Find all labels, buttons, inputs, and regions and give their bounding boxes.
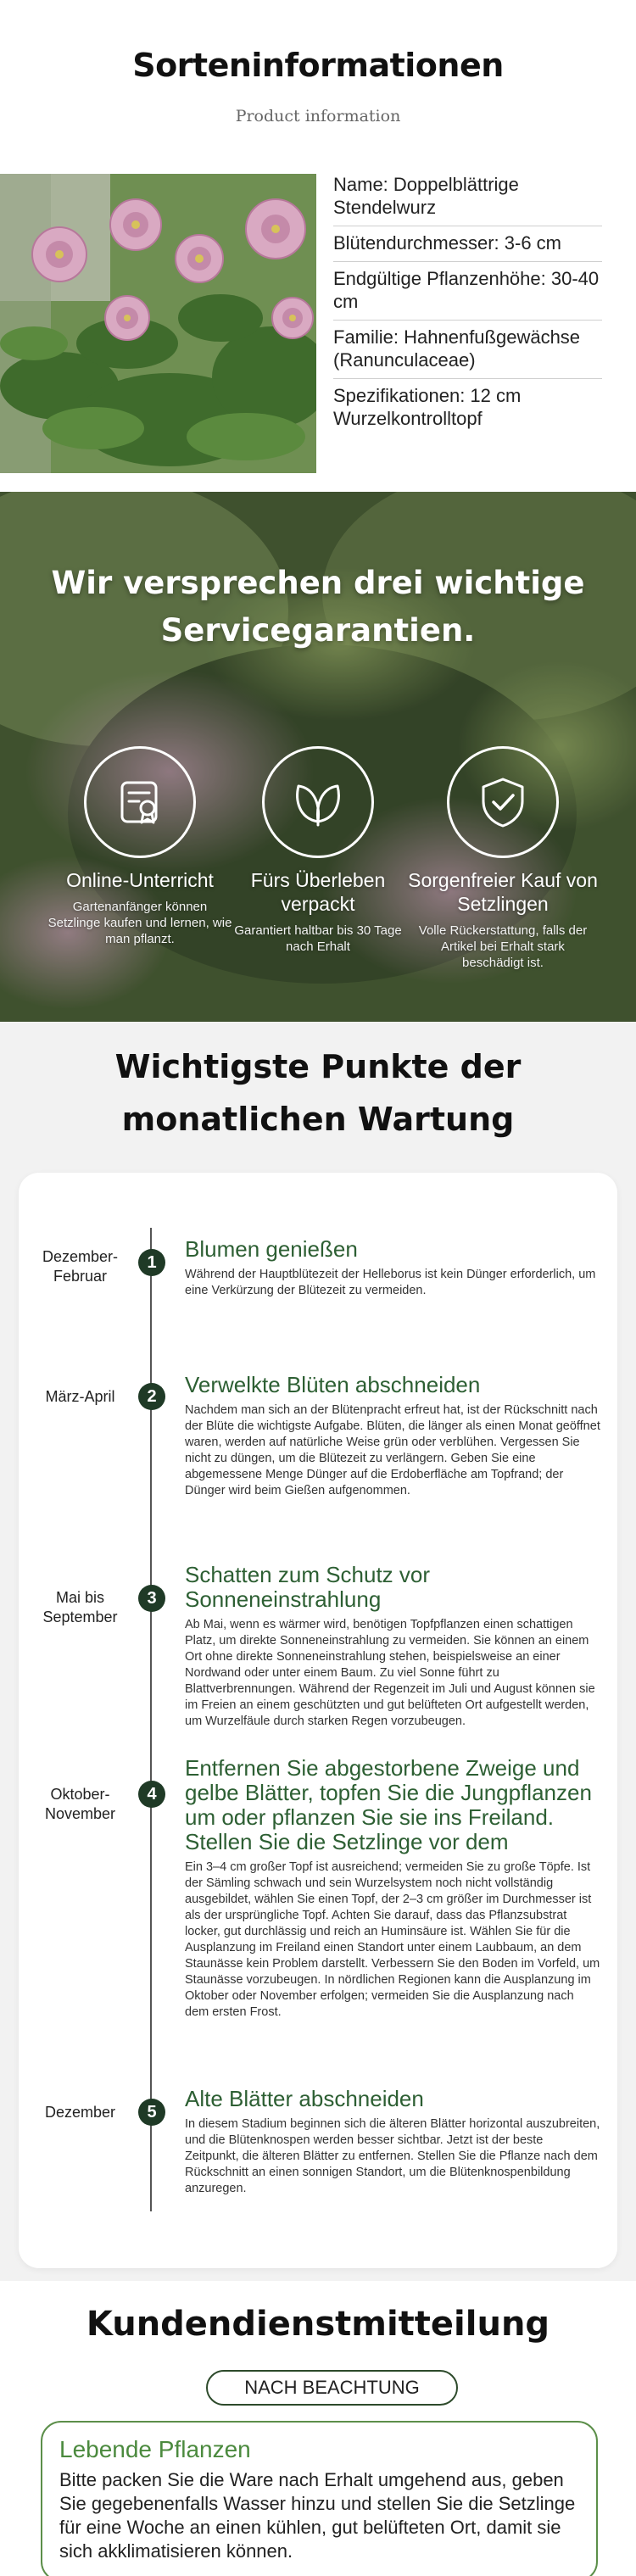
monthly-maintenance-section (0, 1022, 636, 2281)
timeline-line (150, 1228, 152, 2211)
guarantee-survival-packaging-title: Fürs Überleben verpackt (250, 869, 386, 915)
live-plants-notice-text: Bitte packen Sie die Ware nach Erhalt umgehend aus, geben Sie gegebenenfalls Wasser hinzu und stellen Sie die Setzlinge für eine Woche an einen kühlen, gut belüfteten Ort, damit sie sich akklimatisieren können. (59, 2469, 576, 2562)
guarantee-worry-free (405, 746, 600, 971)
timeline-month: Mai bis September (42, 1589, 118, 1625)
guarantee-survival-packaging-badge (262, 746, 374, 858)
service-guarantees-title-line1: Wir versprechen drei wichtige (51, 565, 585, 601)
timeline-step (185, 2087, 600, 2197)
variety-info-list (333, 168, 602, 437)
guarantee-online-lessons-desc: Gartenanfänger können Setzlinge kaufen und lernen, wie man pflanzt. (47, 900, 232, 946)
guarantee-online-lessons (42, 746, 237, 947)
guarantee-survival-packaging-desc: Garantiert haltbar bis 30 Tage nach Erhalt (234, 923, 402, 954)
timeline-step (185, 1563, 600, 1730)
timeline-step (185, 1237, 600, 1299)
customer-service-section (0, 2281, 636, 2576)
service-guarantees-section (0, 492, 636, 1022)
timeline-month: Oktober-November (44, 1786, 116, 1822)
monthly-maintenance-title-line2: monatlichen Wartung (121, 1101, 515, 1138)
live-plants-notice (41, 2421, 598, 2576)
info-specifications: Spezifikationen: 12 cm Wurzelkontrolltopf (333, 385, 522, 429)
monthly-maintenance-title (0, 1040, 636, 1146)
step-title: Alte Blätter abschneiden (185, 2086, 424, 2111)
maintenance-timeline-card (19, 1173, 617, 2268)
timeline-step (185, 1756, 600, 2021)
leaf-icon (290, 776, 346, 828)
step-title: Blumen genießen (185, 1236, 358, 1262)
step-number-badge: 2 (138, 1383, 165, 1410)
step-title: Entfernen Sie abgestorbene Zweige und gelbe Blätter, topfen Sie die Jungpflanzen um oder pflanzen Sie sie ins Freiland. Stellen Sie die Setzlinge vor dem (185, 1755, 592, 1854)
step-number-badge: 1 (138, 1249, 165, 1276)
hellebore-illustration (0, 174, 316, 473)
guarantee-worry-free-desc: Volle Rückerstattung, falls der Artikel bei Erhalt stark beschädigt ist. (418, 923, 588, 970)
step-title: Schatten zum Schutz vor Sonneneinstrahlung (185, 1562, 431, 1612)
timeline-step (185, 1373, 600, 1499)
guarantee-online-lessons-badge (84, 746, 196, 858)
info-family: Familie: Hahnenfußgewächse (Ranunculaceae) (333, 321, 602, 379)
step-text: In diesem Stadium beginnen sich die älteren Blätter horizontal auszubreiten, und die Blütenknospen werden besser sichtbar. Jetzt ist der beste Zeitpunkt, die älteren Blätter zu entfernen. Stellen Sie die Pflanze nach dem Rückschnitt an einen sonnigen Standort, um die Blütenknospenbildung anzuregen. (185, 2117, 600, 2195)
timeline-month: Dezember (44, 2104, 116, 2121)
plant-photo (0, 174, 316, 473)
step-title: Verwelkte Blüten abschneiden (185, 1372, 481, 1397)
variety-info-subtitle: Product information (235, 107, 401, 125)
step-number-badge: 4 (138, 1781, 165, 1808)
info-plant-height: Endgültige Pflanzenhöhe: 30-40 cm (333, 262, 602, 321)
step-number-badge: 5 (138, 2099, 165, 2126)
step-text: Ein 3–4 cm großer Topf ist ausreichend; vermeiden Sie zu große Töpfe. Ist der Sämling schwach und sein Wurzelsystem noch nicht vollständig ausgebildet, wählen Sie einen Topf, der 2–3 cm größer im Durchmesser ist als der ursprüngliche Topf. Achten Sie darauf, dass das Pflanzsubstrat locker, gut durchlässig und reich an Huminsäure ist. Wählen Sie für die Ausplanzung im Freiland einen Standort unter einem Laubbaum, an dem Staunässe kein Problem darstellt. Verbessern Sie den Boden im Vorfeld, um Staunässe vorzubeugen. In nördlichen Regionen kann die Ausplanzung im Oktober oder November erfolgen; vermeiden Sie die Ausplanzung nach dem ersten Frost. (185, 1860, 600, 2019)
timeline-month: Dezember-Februar (42, 1248, 119, 1285)
variety-info-title: Sorteninformationen (132, 47, 504, 84)
service-guarantees-title-line2: Servicegarantien. (160, 612, 476, 649)
live-plants-notice-title: Lebende Pflanzen (59, 2436, 251, 2462)
variety-info-section (0, 0, 636, 492)
customer-service-title: Kundendienstmitteilung (86, 2305, 550, 2344)
certificate-icon (114, 776, 166, 828)
guarantee-worry-free-title: Sorgenfreier Kauf von Setzlingen (408, 869, 598, 915)
notice-pill: NACH BEACHTUNG (206, 2370, 458, 2406)
guarantee-worry-free-badge (447, 746, 559, 858)
guarantee-survival-packaging (220, 746, 416, 955)
timeline-month: März-April (45, 1388, 115, 1405)
info-name: Name: Doppelblättrige Stendelwurz (333, 168, 602, 226)
info-flower-diameter: Blütendurchmesser: 3-6 cm (333, 226, 602, 262)
step-text: Nachdem man sich an der Blütenpracht erfreut hat, ist der Rückschnitt nach der Blüte die wichtigste Aufgabe. Blüten, die länger als einen Monat geöffnet waren, werden auf natürliche Weise grün oder verblühen. Vergessen Sie nicht zu düngen, um die Blütezeit zu verlängern. Geben Sie eine abgemessene Menge Dünger auf die Erdoberfläche am Topfrand; der Dünger wird beim Gießen aufgenommen. (185, 1403, 600, 1497)
step-number-badge: 3 (138, 1585, 165, 1612)
service-guarantees-title (0, 560, 636, 655)
shield-check-icon (477, 774, 529, 830)
step-text: Ab Mai, wenn es wärmer wird, benötigen Topfpflanzen einen schattigen Platz, um direkte Sonneneinstrahlung zu vermeiden. Sie können an einem Ort ohne direkte Sonneneinstrahlung stehen, beispielsweise an einer Nordwand oder unter einem Baum. Zu viel Sonne führt zu Blattverbrennungen. Während der Regenzeit im Juli und August können sie im Freien an einem geschützten und gut belüfteten Ort aufgestellt werden, um Wurzelfäule durch starken Regen vorzubeugen. (185, 1618, 595, 1728)
monthly-maintenance-title-line1: Wichtigste Punkte der (114, 1048, 522, 1085)
step-text: Während der Hauptblütezeit der Helleborus ist kein Dünger erforderlich, um eine Verkürzung der Blütezeit zu vermeiden. (185, 1268, 596, 1297)
guarantee-online-lessons-title: Online-Unterricht (66, 869, 214, 891)
